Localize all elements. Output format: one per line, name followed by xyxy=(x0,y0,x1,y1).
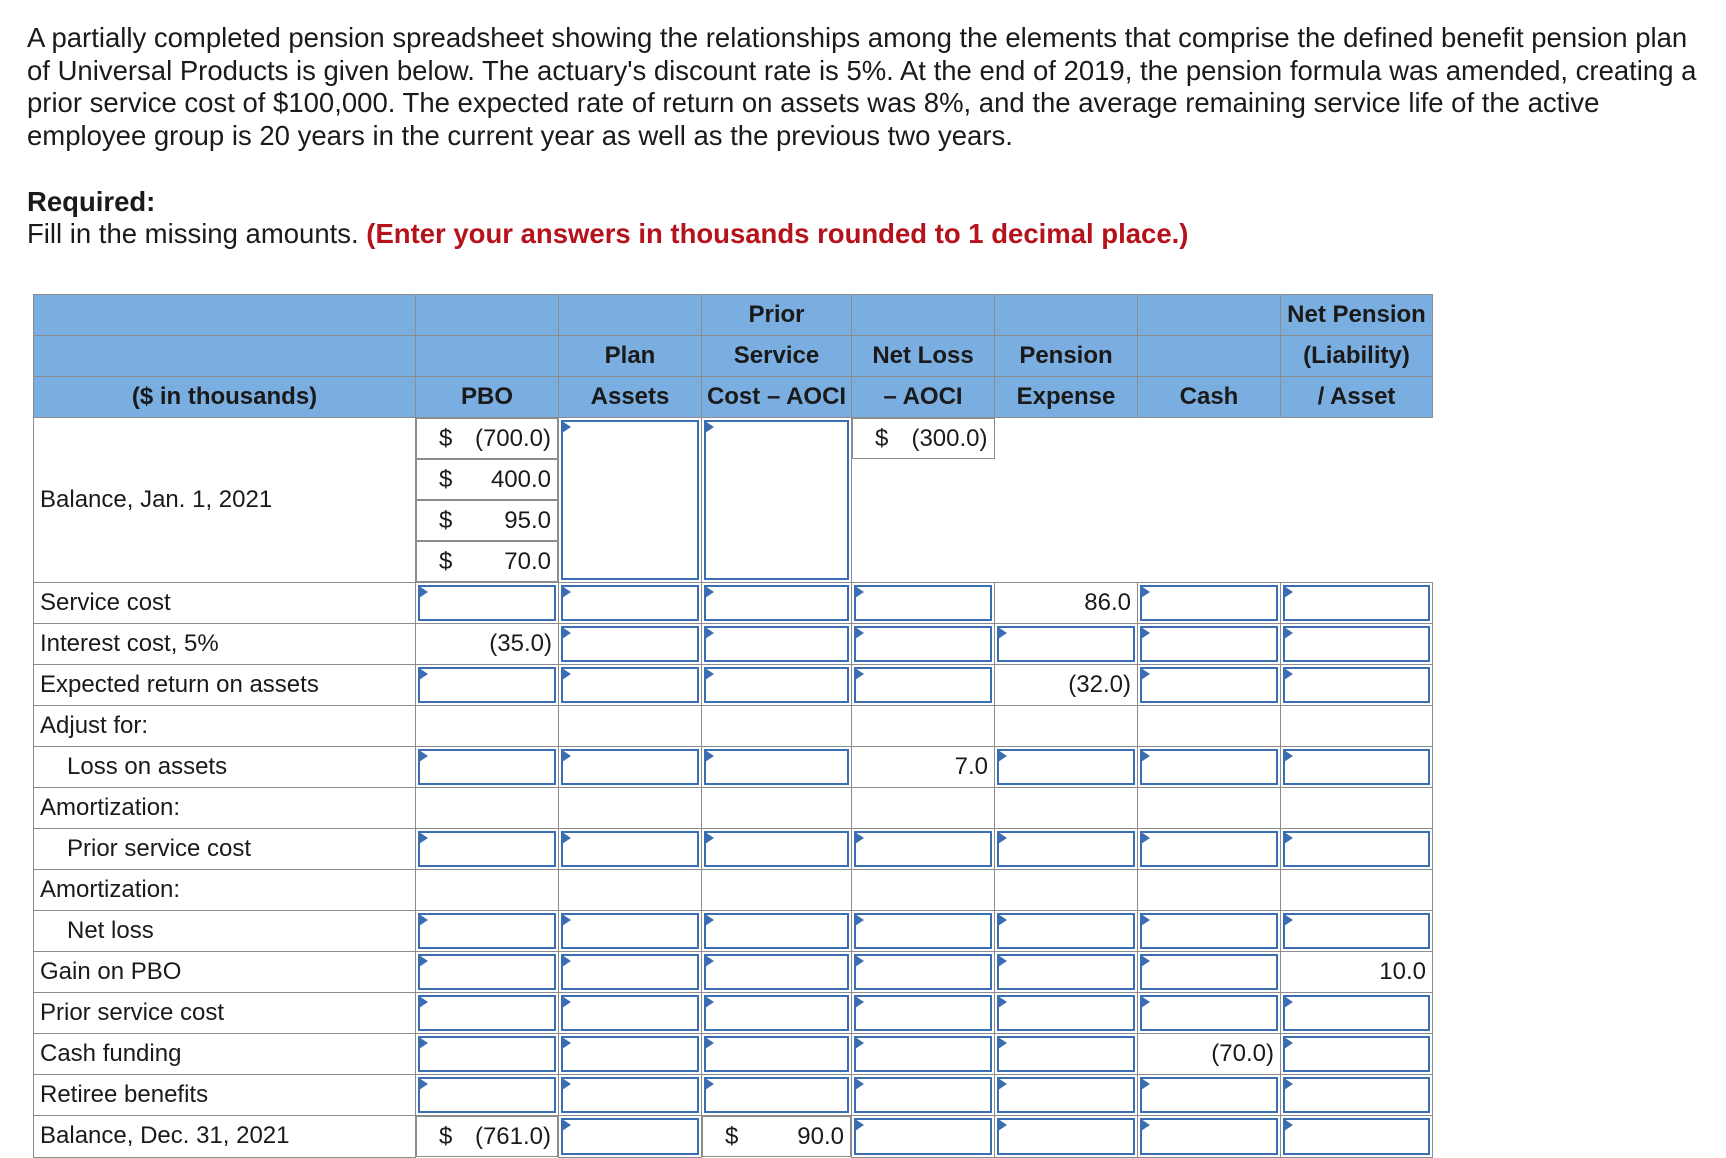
header-cell: Assets xyxy=(559,377,702,418)
header-cell: Prior xyxy=(702,295,852,336)
plan-assets-input[interactable] xyxy=(559,624,702,665)
header-cell: Cash xyxy=(1138,377,1281,418)
row-label: Prior service cost xyxy=(34,993,416,1034)
currency-symbol: $ xyxy=(439,506,453,534)
table-row xyxy=(34,1034,1433,1075)
prior-service-input[interactable] xyxy=(702,1034,852,1075)
prior-service-input[interactable] xyxy=(702,829,852,870)
pbo-input[interactable] xyxy=(416,952,559,993)
prior-service-input[interactable] xyxy=(702,747,852,788)
row-label: Loss on assets xyxy=(34,747,416,788)
empty-cell xyxy=(1281,870,1433,911)
pbo-input[interactable] xyxy=(416,583,559,624)
header-row-3 xyxy=(34,377,1433,418)
prior-service-input[interactable] xyxy=(702,665,852,706)
header-cell: Expense xyxy=(995,377,1138,418)
prior-service-input[interactable] xyxy=(702,911,852,952)
net-pension-input[interactable] xyxy=(1281,665,1433,706)
header-cell: Net Pension xyxy=(1281,295,1433,336)
header-cell: Pension xyxy=(995,336,1138,377)
pbo-input[interactable] xyxy=(416,829,559,870)
net-pension-input[interactable] xyxy=(1281,747,1433,788)
net-loss-value: 7.0 xyxy=(852,747,995,788)
cash-input[interactable] xyxy=(1138,1075,1281,1116)
cash-input[interactable] xyxy=(1138,583,1281,624)
pension-expense-input[interactable] xyxy=(995,624,1138,665)
net-loss-input[interactable] xyxy=(852,993,995,1034)
plan-assets-input[interactable] xyxy=(559,583,702,624)
pbo-input[interactable] xyxy=(416,911,559,952)
row-label: Retiree benefits xyxy=(34,1075,416,1116)
header-cell xyxy=(1138,336,1281,377)
row-label: Adjust for: xyxy=(34,706,416,747)
empty-cell xyxy=(1138,870,1281,911)
pension-expense-input[interactable] xyxy=(995,1116,1138,1158)
pbo-value xyxy=(416,1116,558,1157)
pension-expense-input[interactable] xyxy=(995,1034,1138,1075)
problem-text: A partially completed pension spreadsheet showing the relationships among the elements that comprise the defined benefit pension plan of Universal Products is given below. The actuary's discount rate is 5%. At the end of 2019, the pension formula was amended, creating a prior service cost of $100,000. The expected rate of return on assets was 8%, and the average remaining service life of the active employee group is 20 years in the current year as well as the previous two years. xyxy=(27,22,1697,151)
empty-cell xyxy=(1138,788,1281,829)
pbo-input[interactable] xyxy=(416,1075,559,1116)
table-row xyxy=(34,418,1433,583)
prior-service-input[interactable] xyxy=(702,583,852,624)
currency-symbol: $ xyxy=(725,1122,739,1150)
prior-service-value xyxy=(416,500,558,541)
header-cell: Cost – AOCI xyxy=(702,377,852,418)
currency-symbol: $ xyxy=(875,424,889,452)
net-loss-input[interactable] xyxy=(852,1116,995,1158)
empty-cell xyxy=(416,788,559,829)
table-row xyxy=(34,1116,1433,1158)
pension-expense-value: (32.0) xyxy=(995,665,1138,706)
table-row xyxy=(34,788,1433,829)
cell-value: 90.0 xyxy=(797,1122,844,1150)
header-cell: ($ in thousands) xyxy=(34,377,416,418)
net-pension-input[interactable] xyxy=(1281,911,1433,952)
row-label: Prior service cost xyxy=(34,829,416,870)
empty-cell xyxy=(416,870,559,911)
header-cell: PBO xyxy=(416,377,559,418)
instruction-text: Fill in the missing amounts. xyxy=(27,218,359,249)
net-pension-input[interactable] xyxy=(1281,829,1433,870)
header-cell xyxy=(1138,295,1281,336)
header-cell: – AOCI xyxy=(852,377,995,418)
row-label: Interest cost, 5% xyxy=(34,624,416,665)
cash-input[interactable] xyxy=(1138,829,1281,870)
prior-service-input[interactable] xyxy=(702,952,852,993)
plan-assets-input[interactable] xyxy=(559,829,702,870)
currency-symbol: $ xyxy=(439,1122,453,1150)
pbo-value xyxy=(416,418,558,459)
cell-value: 400.0 xyxy=(490,465,551,493)
table-row xyxy=(34,1075,1433,1116)
table-row xyxy=(34,829,1433,870)
empty-cell xyxy=(995,706,1138,747)
empty-cell xyxy=(995,788,1138,829)
net-loss-input[interactable] xyxy=(852,911,995,952)
pbo-value: (35.0) xyxy=(416,624,559,665)
pbo-input[interactable] xyxy=(416,1034,559,1075)
header-cell: / Asset xyxy=(1281,377,1433,418)
currency-symbol: $ xyxy=(439,465,453,493)
table-row xyxy=(34,665,1433,706)
pension-expense-value: 86.0 xyxy=(995,583,1138,624)
cash-input[interactable] xyxy=(1138,1116,1281,1158)
pension-expense-input[interactable] xyxy=(995,993,1138,1034)
cell-value: (700.0) xyxy=(474,424,551,452)
net-pension-input[interactable] xyxy=(1281,583,1433,624)
pension-expense-input[interactable] xyxy=(995,747,1138,788)
empty-cell xyxy=(852,788,995,829)
pension-expense-input[interactable] xyxy=(995,911,1138,952)
net-loss-input[interactable] xyxy=(852,665,995,706)
table-row xyxy=(34,870,1433,911)
empty-cell xyxy=(559,788,702,829)
header-cell xyxy=(559,295,702,336)
header-row-2 xyxy=(34,336,1433,377)
cell-value: (300.0) xyxy=(911,424,988,452)
cell-value: (761.0) xyxy=(474,1122,551,1150)
pension-expense-input[interactable] xyxy=(995,952,1138,993)
plan-assets-input[interactable] xyxy=(559,747,702,788)
net-pension-value xyxy=(852,418,995,459)
cash-input[interactable] xyxy=(1138,747,1281,788)
header-cell xyxy=(416,295,559,336)
net-loss-value xyxy=(416,541,558,582)
instruction-note: (Enter your answers in thousands rounded to 1 decimal place.) xyxy=(366,218,1189,249)
net-pension-input[interactable] xyxy=(1281,1116,1433,1158)
header-cell xyxy=(34,295,416,336)
table-row xyxy=(34,952,1433,993)
cash-input[interactable] xyxy=(1138,624,1281,665)
header-cell: Net Loss xyxy=(852,336,995,377)
header-cell xyxy=(852,295,995,336)
cash-input[interactable] xyxy=(1138,911,1281,952)
empty-cell xyxy=(995,870,1138,911)
plan-assets-value xyxy=(416,459,558,500)
net-loss-input[interactable] xyxy=(852,624,995,665)
currency-symbol: $ xyxy=(439,424,453,452)
net-loss-input[interactable] xyxy=(852,1075,995,1116)
header-cell: (Liability) xyxy=(1281,336,1433,377)
header-cell: Plan xyxy=(559,336,702,377)
net-loss-input[interactable] xyxy=(852,952,995,993)
plan-assets-input[interactable] xyxy=(559,952,702,993)
cash-value: (70.0) xyxy=(1138,1034,1281,1075)
plan-assets-input[interactable] xyxy=(559,1075,702,1116)
row-label: Balance, Jan. 1, 2021 xyxy=(34,418,416,583)
empty-cell xyxy=(559,706,702,747)
pbo-input[interactable] xyxy=(416,993,559,1034)
cash-input[interactable] xyxy=(702,418,852,583)
empty-cell xyxy=(1138,706,1281,747)
table-row xyxy=(34,911,1433,952)
pbo-input[interactable] xyxy=(416,747,559,788)
prior-service-input[interactable] xyxy=(702,1075,852,1116)
net-loss-input[interactable] xyxy=(852,829,995,870)
row-label: Amortization: xyxy=(34,870,416,911)
header-cell xyxy=(995,295,1138,336)
empty-cell xyxy=(852,870,995,911)
empty-cell xyxy=(702,706,852,747)
net-pension-input[interactable] xyxy=(1281,624,1433,665)
prior-service-input[interactable] xyxy=(702,993,852,1034)
header-row-1 xyxy=(34,295,1433,336)
plan-assets-input[interactable] xyxy=(559,1116,702,1158)
prior-service-value xyxy=(702,1116,851,1157)
currency-symbol: $ xyxy=(439,547,453,575)
instruction-line xyxy=(27,218,1188,250)
net-loss-input[interactable] xyxy=(852,1034,995,1075)
plan-assets-input[interactable] xyxy=(559,993,702,1034)
empty-cell xyxy=(1281,706,1433,747)
pension-spreadsheet xyxy=(33,294,1433,1158)
row-label: Balance, Dec. 31, 2021 xyxy=(34,1116,416,1158)
plan-assets-input[interactable] xyxy=(559,1034,702,1075)
net-loss-input[interactable] xyxy=(852,583,995,624)
net-pension-input[interactable] xyxy=(1281,1034,1433,1075)
plan-assets-input[interactable] xyxy=(559,911,702,952)
cell-value: 70.0 xyxy=(504,547,551,575)
row-label: Expected return on assets xyxy=(34,665,416,706)
pension-expense-input[interactable] xyxy=(995,1075,1138,1116)
net-pension-input[interactable] xyxy=(1281,993,1433,1034)
row-label: Service cost xyxy=(34,583,416,624)
cash-input[interactable] xyxy=(1138,665,1281,706)
table-row xyxy=(34,583,1433,624)
row-label: Net loss xyxy=(34,911,416,952)
required-heading: Required: xyxy=(27,186,156,217)
table-row xyxy=(34,624,1433,665)
net-pension-value: 10.0 xyxy=(1281,952,1433,993)
plan-assets-input[interactable] xyxy=(559,665,702,706)
header-cell xyxy=(416,336,559,377)
empty-cell xyxy=(702,870,852,911)
empty-cell xyxy=(416,706,559,747)
row-label: Gain on PBO xyxy=(34,952,416,993)
table-row xyxy=(34,706,1433,747)
header-cell xyxy=(34,336,416,377)
empty-cell xyxy=(852,706,995,747)
table-row xyxy=(34,993,1433,1034)
cash-input[interactable] xyxy=(1138,993,1281,1034)
empty-cell xyxy=(1281,788,1433,829)
empty-cell xyxy=(559,870,702,911)
pbo-input[interactable] xyxy=(416,665,559,706)
net-pension-input[interactable] xyxy=(1281,1075,1433,1116)
row-label: Cash funding xyxy=(34,1034,416,1075)
pension-expense-input[interactable] xyxy=(559,418,702,583)
cash-input[interactable] xyxy=(1138,952,1281,993)
row-label: Amortization: xyxy=(34,788,416,829)
empty-cell xyxy=(702,788,852,829)
pension-expense-input[interactable] xyxy=(995,829,1138,870)
prior-service-input[interactable] xyxy=(702,624,852,665)
cell-value: 95.0 xyxy=(504,506,551,534)
table-row xyxy=(34,747,1433,788)
header-cell: Service xyxy=(702,336,852,377)
